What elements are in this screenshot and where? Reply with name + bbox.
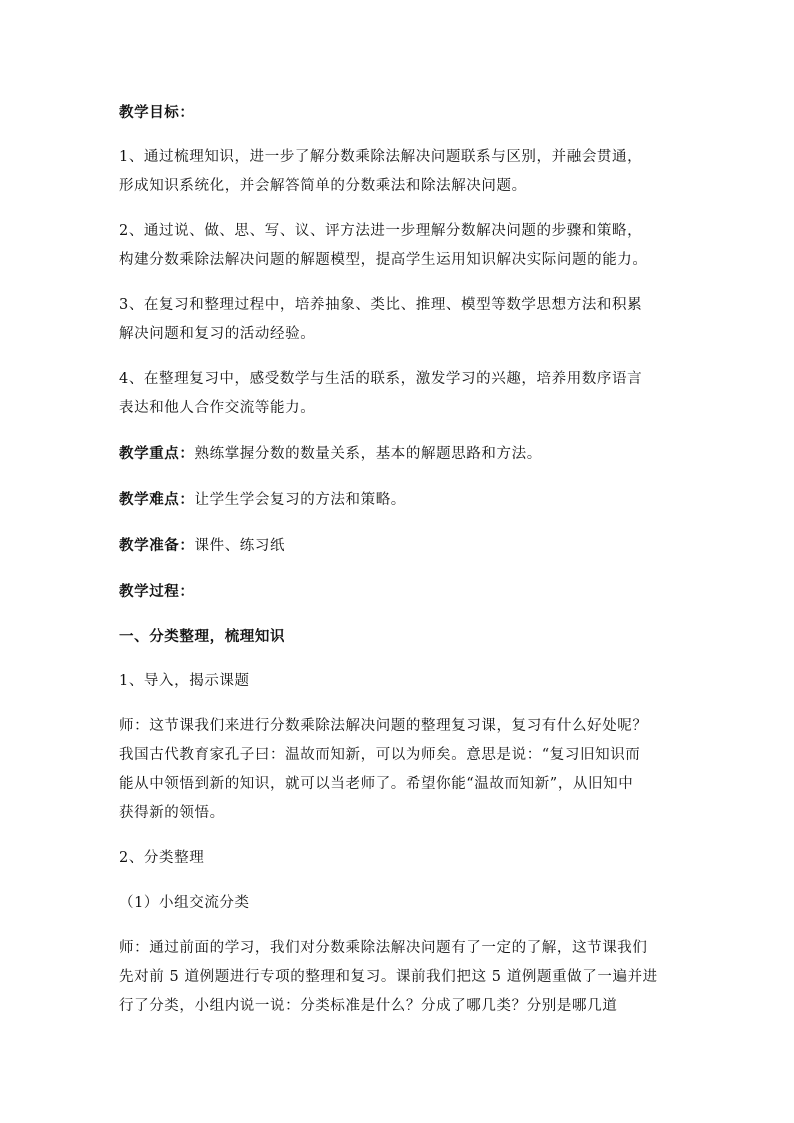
teacher-paragraph-2 [119,934,679,1021]
teaching-difficulty-label: 教学难点： [119,491,195,508]
goal-1-line-2: 形成知识系统化，并会解答简单的分数乘法和除法解决问题。 [119,178,527,194]
goal-1-line-1: 1、通过梳理知识，进一步了解分数乘除法解决问题联系与区别，并融会贯通， [119,149,643,165]
teacher-1-line-1: 师：这节课我们来进行分数乘除法解决问题的整理复习课，复习有什么好处呢？ [119,718,648,734]
teacher-2-line-3: 行了分类，小组内说一说：分类标准是什么？分成了哪几类？分别是哪几道 [119,998,618,1014]
section-1-title: 一、分类整理，梳理知识 [119,628,286,645]
goal-2 [119,217,679,275]
goal-2-line-1: 2、通过说、做、思、写、议、评方法进一步理解分数解决问题的步骤和策略， [119,223,643,239]
goal-3-line-2: 解决问题和复习的活动经验。 [119,326,316,342]
goal-1 [119,143,679,201]
teaching-focus-text: 熟练掌握分数的数量关系，基本的解题思路和方法。 [194,446,542,462]
process-heading: 教学过程： [119,583,195,600]
goals-heading: 教学目标： [119,104,195,121]
teacher-paragraph-1 [119,712,679,828]
teaching-preparation [119,531,679,561]
teaching-difficulty [119,485,679,515]
teaching-focus [119,439,679,469]
subsection-2-1: （1）小组交流分类 [119,895,250,911]
teacher-2-line-2: 先对前 5 道例题进行专项的整理和复习。课前我们把这 5 道例题重做了一遍并进 [119,969,658,985]
goal-4 [119,365,679,423]
teacher-1-line-2: 我国古代教育家孔子曰：温故而知新，可以为师矣。意思是说：“复习旧知识而 [119,747,641,763]
document-body [119,98,679,1021]
teacher-1-line-3: 能从中领悟到新的知识，就可以当老师了。希望你能“温故而知新”，从旧知中 [119,776,634,792]
teaching-focus-label: 教学重点： [119,445,195,462]
goal-3-line-1: 3、在复习和整理过程中，培养抽象、类比、推理、模型等数学思想方法和积累 [119,297,643,313]
teacher-2-line-1: 师：通过前面的学习，我们对分数乘除法解决问题有了一定的了解，这节课我们 [119,940,648,956]
subsection-2: 2、分类整理 [119,850,205,866]
goal-4-line-2: 表达和他人合作交流等能力。 [119,400,316,416]
goal-3 [119,291,679,349]
teacher-1-line-4: 获得新的领悟。 [119,805,225,821]
goal-4-line-1: 4、在整理复习中，感受数学与生活的联系，激发学习的兴趣，培养用数序语言 [119,371,643,387]
teaching-difficulty-text: 让学生学会复习的方法和策略。 [194,492,406,508]
goal-2-line-2: 构建分数乘除法解决问题的解题模型，提高学生运用知识解决实际问题的能力。 [119,252,648,268]
teaching-preparation-label: 教学准备： [119,537,195,554]
teaching-preparation-text: 课件、练习纸 [194,538,286,554]
subsection-1: 1、导入，揭示课题 [119,673,250,689]
